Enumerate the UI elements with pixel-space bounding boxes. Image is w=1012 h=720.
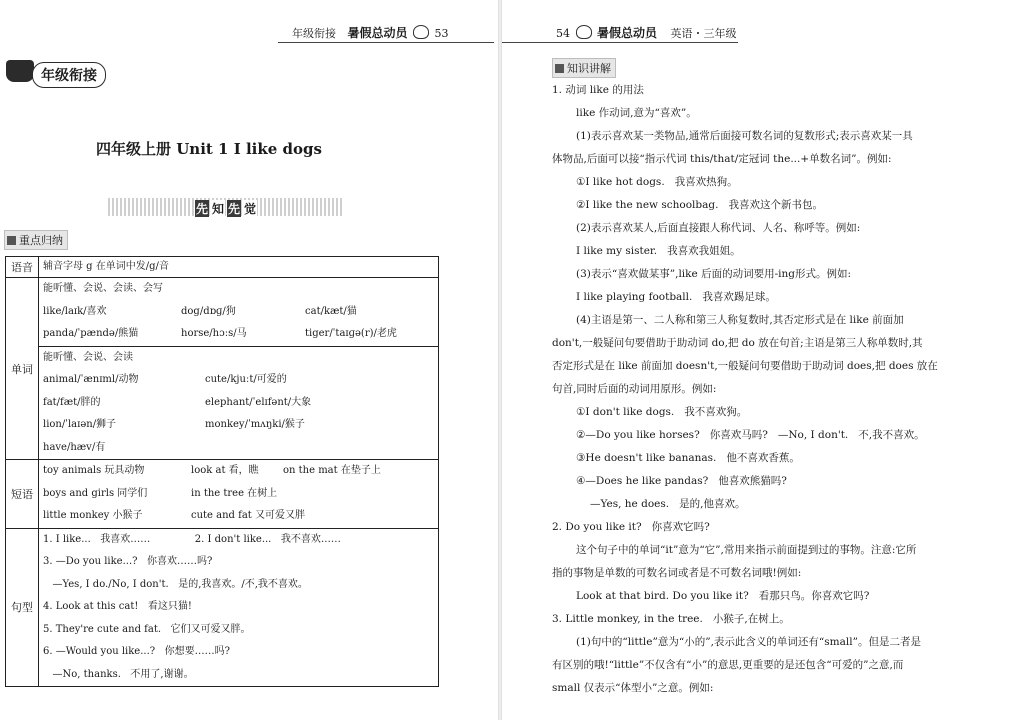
example-line: I like my sister. 我喜欢我姐姐。 (576, 245, 741, 257)
category-cell: 单词 (6, 278, 39, 460)
category-cell: 句型 (6, 528, 39, 687)
text-line: (3)表示“喜欢做某事”,like 后面的动词要用-ing形式。例如: (576, 268, 852, 280)
section-logo-text: 年级衔接 (32, 62, 106, 88)
text-line: 否定形式是在 like 前面加 doesn't,一般疑问句要借助于助动词 does,把 does 放在 (552, 360, 938, 372)
text-line: (1)句中的“little”意为“小的”,表示此含义的单词还有“small”。但是二者是 (576, 636, 921, 648)
example-line: ①I don't like dogs. 我不喜欢狗。 (576, 406, 748, 418)
phrase-cell: on the mat 在垫子上 (283, 465, 381, 476)
pencil-icon (555, 64, 564, 73)
sentence-row: 6. —Would you like...? 你想要……吗? (43, 646, 231, 657)
sentence-row: 5. They're cute and fat. 它们又可爱又胖。 (43, 623, 251, 635)
text-line: like 作动词,意为“喜欢”。 (576, 107, 697, 119)
right-header-brand: 暑假总动员 (597, 26, 658, 40)
example-line: —Yes, he does. 是的,他喜欢。 (590, 498, 746, 510)
word-cell: fat/fæt/胖的 (43, 396, 101, 408)
sentence-row: —Yes, I do./No, I don't. 是的,我喜欢。/不,我不喜欢。 (43, 578, 308, 590)
example-line: ②—Do you like horses? 你喜欢马吗? —No, I don't. 不,我不喜欢。 (576, 429, 925, 441)
sentence-row: —No, thanks. 不用了,谢谢。 (43, 668, 194, 680)
sentence-row: 1. I like... 我喜欢…… 2. I don't like... 我不喜欢…… (43, 533, 341, 545)
phrase-cell: cute and fat 又可爱又胖 (191, 510, 305, 521)
knowledge-tag-label: 知识讲解 (567, 62, 611, 75)
text-line: (4)主语是第一、二人称和第三人称复数时,其否定形式是在 like 前面加 (576, 314, 904, 326)
phrase-cell: toy animals 玩具动物 (43, 465, 145, 476)
text-line: 有区别的哦!“little”不仅含有“小”的意思,更重要的是还包含“可爱的”之意,而 (552, 659, 904, 671)
word-cell: cat/kæt/猫 (305, 305, 357, 317)
pronunciation-text: 辅音字母 g 在单词中发/g/音 (43, 261, 169, 272)
example-line: ①I like hot dogs. 我喜欢热狗。 (576, 176, 738, 188)
heading-line: 3. Little monkey, in the tree. 小猴子,在树上。 (552, 613, 790, 625)
word-cell: dog/dɒɡ/狗 (181, 305, 236, 317)
text-line: 这个句子中的单词“it”意为“它”,常用来指示前面提到过的事物。注意:它所 (576, 544, 917, 556)
banner-char: 先 (195, 202, 208, 216)
words-group2-heading: 能听懂、会说、会读 (43, 351, 133, 363)
word-cell: tiger/ˈtaɪɡə(r)/老虎 (305, 328, 397, 339)
word-cell: horse/hɔːs/马 (181, 328, 247, 339)
banner-char: 知 (211, 202, 224, 216)
phrase-cell: little monkey 小猴子 (43, 510, 143, 521)
heading-line: 2. Do you like it? 你喜欢它吗? (552, 521, 710, 533)
word-cell: monkey/ˈmʌŋki/猴子 (205, 419, 305, 430)
words-group1-heading: 能听懂、会说、会读、会写 (43, 283, 163, 294)
right-header-subject: 英语・三年级 (670, 27, 737, 40)
right-header-rule (502, 42, 738, 43)
phrase-cell: in the tree 在树上 (191, 487, 278, 499)
category-cell: 语音 (6, 257, 39, 278)
text-line: (2)表示喜欢某人,后面直接跟人称代词、人名、称呼等。例如: (576, 222, 861, 234)
example-line: ②I like the new schoolbag. 我喜欢这个新书包。 (576, 199, 823, 211)
text-line: don't,一般疑问句要借助于助动词 do,把 do 放在句首;主语是第三人称单数时,其 (552, 337, 923, 349)
text-line: 句首,同时后面的动词用原形。例如: (552, 383, 717, 395)
example-line: Look at that bird. Do you like it? 看那只鸟。你喜欢它吗? (576, 590, 870, 602)
unit-title: 四年级上册 Unit 1 I like dogs (96, 140, 322, 158)
left-page-number: 53 (434, 27, 449, 40)
left-header-label: 年级衔接 (292, 27, 336, 40)
word-cell: animal/ˈænɪml/动物 (43, 374, 139, 385)
example-line: ④—Does he like pandas? 他喜欢熊猫吗? (576, 475, 787, 487)
text-line: small 仅表示“体型小”之意。例如: (552, 682, 714, 694)
sentence-row: 3. —Do you like...? 你喜欢……吗? (43, 556, 213, 567)
word-cell: lion/ˈlaɪən/狮子 (43, 419, 117, 430)
example-line: I like playing football. 我喜欢踢足球。 (576, 291, 776, 303)
banner-char: 先 (228, 202, 241, 216)
text-line: 体物品,后面可以接“指示代词 this/that/定冠词 the...+单数名词”。例如: (552, 153, 892, 165)
word-cell: cute/kjuːt/可爱的 (205, 374, 287, 385)
left-header-brand: 暑假总动员 (347, 26, 408, 40)
phrase-cell: look at 看，瞧 (191, 465, 259, 476)
heading-line: 1. 动词 like 的用法 (552, 84, 644, 96)
right-header (556, 24, 737, 41)
phrase-cell: boys and girls 同学们 (43, 487, 148, 499)
banner-char: 觉 (244, 202, 257, 216)
knowledge-tag (552, 58, 616, 78)
right-page-number: 54 (556, 27, 570, 40)
mascot-icon (576, 25, 592, 39)
sentence-row: 4. Look at this cat! 看这只猫! (43, 601, 192, 612)
word-cell: like/laɪk/喜欢 (43, 305, 107, 317)
word-cell: panda/ˈpændə/熊猫 (43, 328, 139, 339)
text-line: (1)表示喜欢某一类物品,通常后面接可数名词的复数形式;表示喜欢某一具 (576, 130, 913, 142)
word-cell: elephant/ˈelɪfənt/大象 (205, 396, 312, 408)
key-points-tag-label: 重点归纳 (19, 234, 63, 247)
word-cell: have/hæv/有 (43, 441, 106, 453)
category-cell: 短语 (6, 460, 39, 529)
text-line: 指的事物是单数的可数名词或者是不可数名词哦!例如: (552, 567, 802, 579)
example-line: ③He doesn't like bananas. 他不喜欢香蕉。 (576, 452, 800, 464)
